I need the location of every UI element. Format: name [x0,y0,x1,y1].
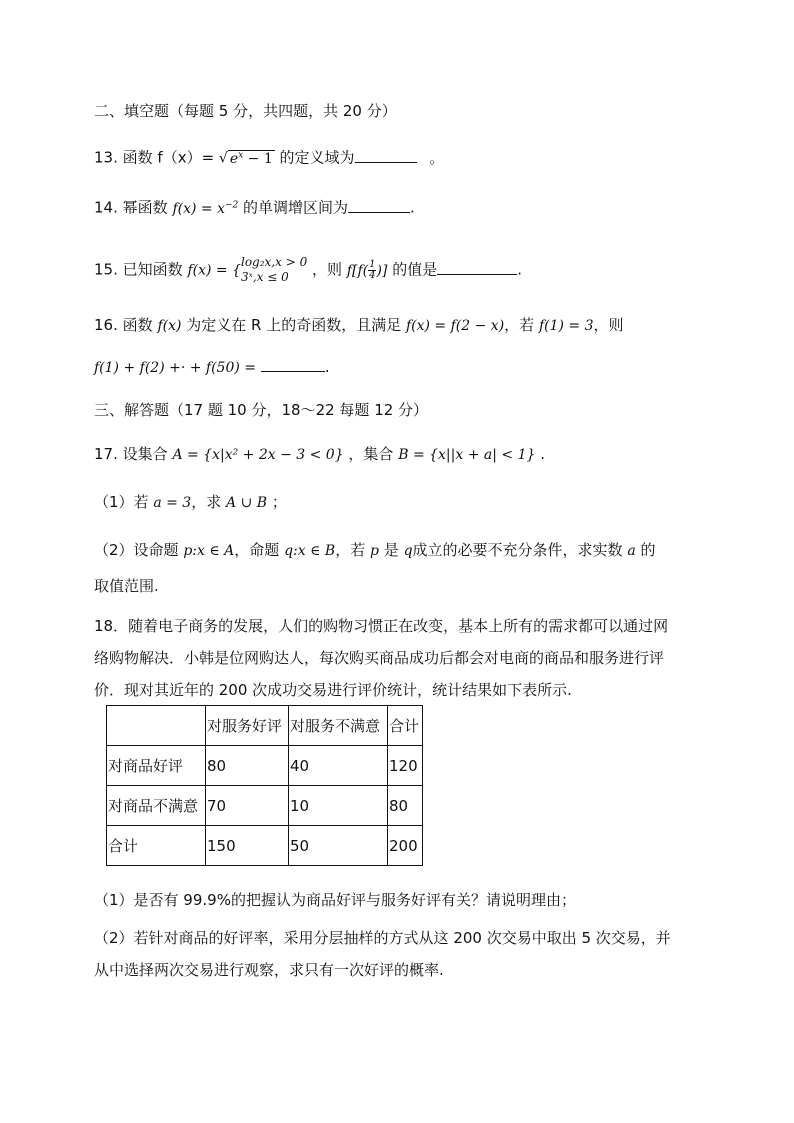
table-cell: 对商品不满意 [107,786,206,826]
q13-prefix: 函数 f（x）= [122,148,215,167]
q13-answer-blank[interactable] [355,148,417,163]
q17-part-2-line-2: 取值范围. [94,577,159,595]
question-13 [94,145,444,169]
table-cell: 150 [206,826,289,866]
table-cell: 120 [388,746,423,786]
question-15 [94,255,522,285]
table-cell: 10 [289,786,388,826]
q16-equation-2: f(1) = 3 [538,318,594,334]
table-cell: 200 [388,826,423,866]
q17-p1-union: A ∪ B [226,495,268,511]
q15-composite-expression: f[f( $\frac{1}{4}$ )] [346,259,388,281]
q17-proposition-q: q:x ∈ B [284,543,336,559]
q14-end: . [410,198,415,217]
q13-end: 。 [429,148,445,167]
q16-fx: f(x) [157,318,182,334]
q15-answer-blank[interactable] [437,260,517,275]
table-header-cell: 对服务好评 [206,706,289,746]
q14-number: 14. [94,198,118,217]
table-cell: 80 [388,786,423,826]
table-cell: 80 [206,746,289,786]
evaluation-table [106,705,423,866]
question-17 [94,444,545,465]
question-14 [94,195,415,219]
table-header-cell [107,706,206,746]
q15-number: 15. [94,260,118,279]
q15-mid: ，则 [312,260,343,279]
q17-p1-condition: a = 3 [153,495,192,511]
table-row [107,826,423,866]
q16-text-1: 为定义在 R 上的奇函数，且满足 [186,316,402,334]
q17-part-2-line-1: （2）设命题 p:x ∈ A，命题 q:x ∈ B，若 p 是 q成立的必要不充分条件，求实数 a 的 [94,541,656,559]
table-header-cell: 合计 [388,706,423,746]
q16-text-2: ，若 [504,316,535,334]
q14-power-function: $f(x) = x^{-2}$ [172,200,239,217]
table-row [107,746,423,786]
table-cell: 50 [289,826,388,866]
q18-stem-line-1: 18．随着电子商务的发展，人们的购物习惯正在改变，基本上所有的需求都可以通过网 [94,617,669,635]
table-cell: 对商品好评 [107,746,206,786]
table-cell: 合计 [107,826,206,866]
q14-suffix: 的单调增区间为 [243,198,349,217]
q18-part-1: （1）是否有 99.9%的把握认为商品好评与服务好评有关？请说明理由； [94,891,576,909]
q17-number: 17. [94,445,118,463]
table-header-cell: 对服务不满意 [289,706,388,746]
q14-answer-blank[interactable] [348,198,410,213]
q18-stem-line-2: 络购物解决．小韩是位网购达人，每次购买商品成功后都会对电商的商品和服务进行评 [94,649,665,667]
q15-function-label: f(x) = { [187,262,241,279]
table-cell: 40 [289,746,388,786]
q17-mid: ，集合 [348,445,394,463]
table-header-row [107,706,423,746]
q16-equation-1: f(x) = f(2 − x) [405,318,505,334]
q17-end: . [540,445,545,463]
q17-part-1: （1）若 a = 3，求 A ∪ B ； [94,493,287,511]
q17-proposition-p: p:x ∈ A [183,543,235,559]
q18-stem-line-3: 价．现对其近年的 200 次成功交易进行评价统计，统计结果如下表所示. [94,681,572,699]
table-cell: 70 [206,786,289,826]
question-16-line-1 [94,315,624,336]
q18-part-2-line-2: 从中选择两次交易进行观察，求只有一次好评的概率. [94,961,444,979]
q16-number: 16. [94,316,118,334]
q15-piecewise-cases: log₂x,x > 0 3ˣ,x ≤ 0 [240,255,308,284]
q15-end: . [517,260,522,279]
q16-text-3: ，则 [593,316,624,334]
q16-sum-expression: f(1) + f(2) +· + f(50) = [94,360,257,376]
question-16-line-2 [94,357,330,378]
q16-prefix: 函数 [122,316,153,334]
q16-answer-blank[interactable] [261,357,325,372]
table-row [107,786,423,826]
q14-prefix: 幂函数 [122,198,168,217]
q13-number: 13. [94,148,118,167]
q17-set-a: A = {x|x² + 2x − 3 < 0} [172,447,344,463]
section-2-heading: 二、填空题（每题 5 分，共四题，共 20 分） [94,102,397,120]
q17-prefix: 设集合 [122,445,168,463]
q15-suffix: 的值是 [392,260,438,279]
q13-suffix: 的定义域为 [279,148,355,167]
q17-set-b: B = {x||x + a| < 1} [398,447,536,463]
q13-sqrt-expression: √ $e^x - 1$ [218,150,273,167]
q15-prefix: 已知函数 [122,260,183,279]
q16-end: . [324,358,330,376]
q18-part-2-line-1: （2）若针对商品的好评率，采用分层抽样的方式从这 200 次交易中取出 5 次交易，并 [94,929,671,947]
section-3-heading: 三、解答题（17 题 10 分，18～22 每题 12 分） [94,401,429,419]
